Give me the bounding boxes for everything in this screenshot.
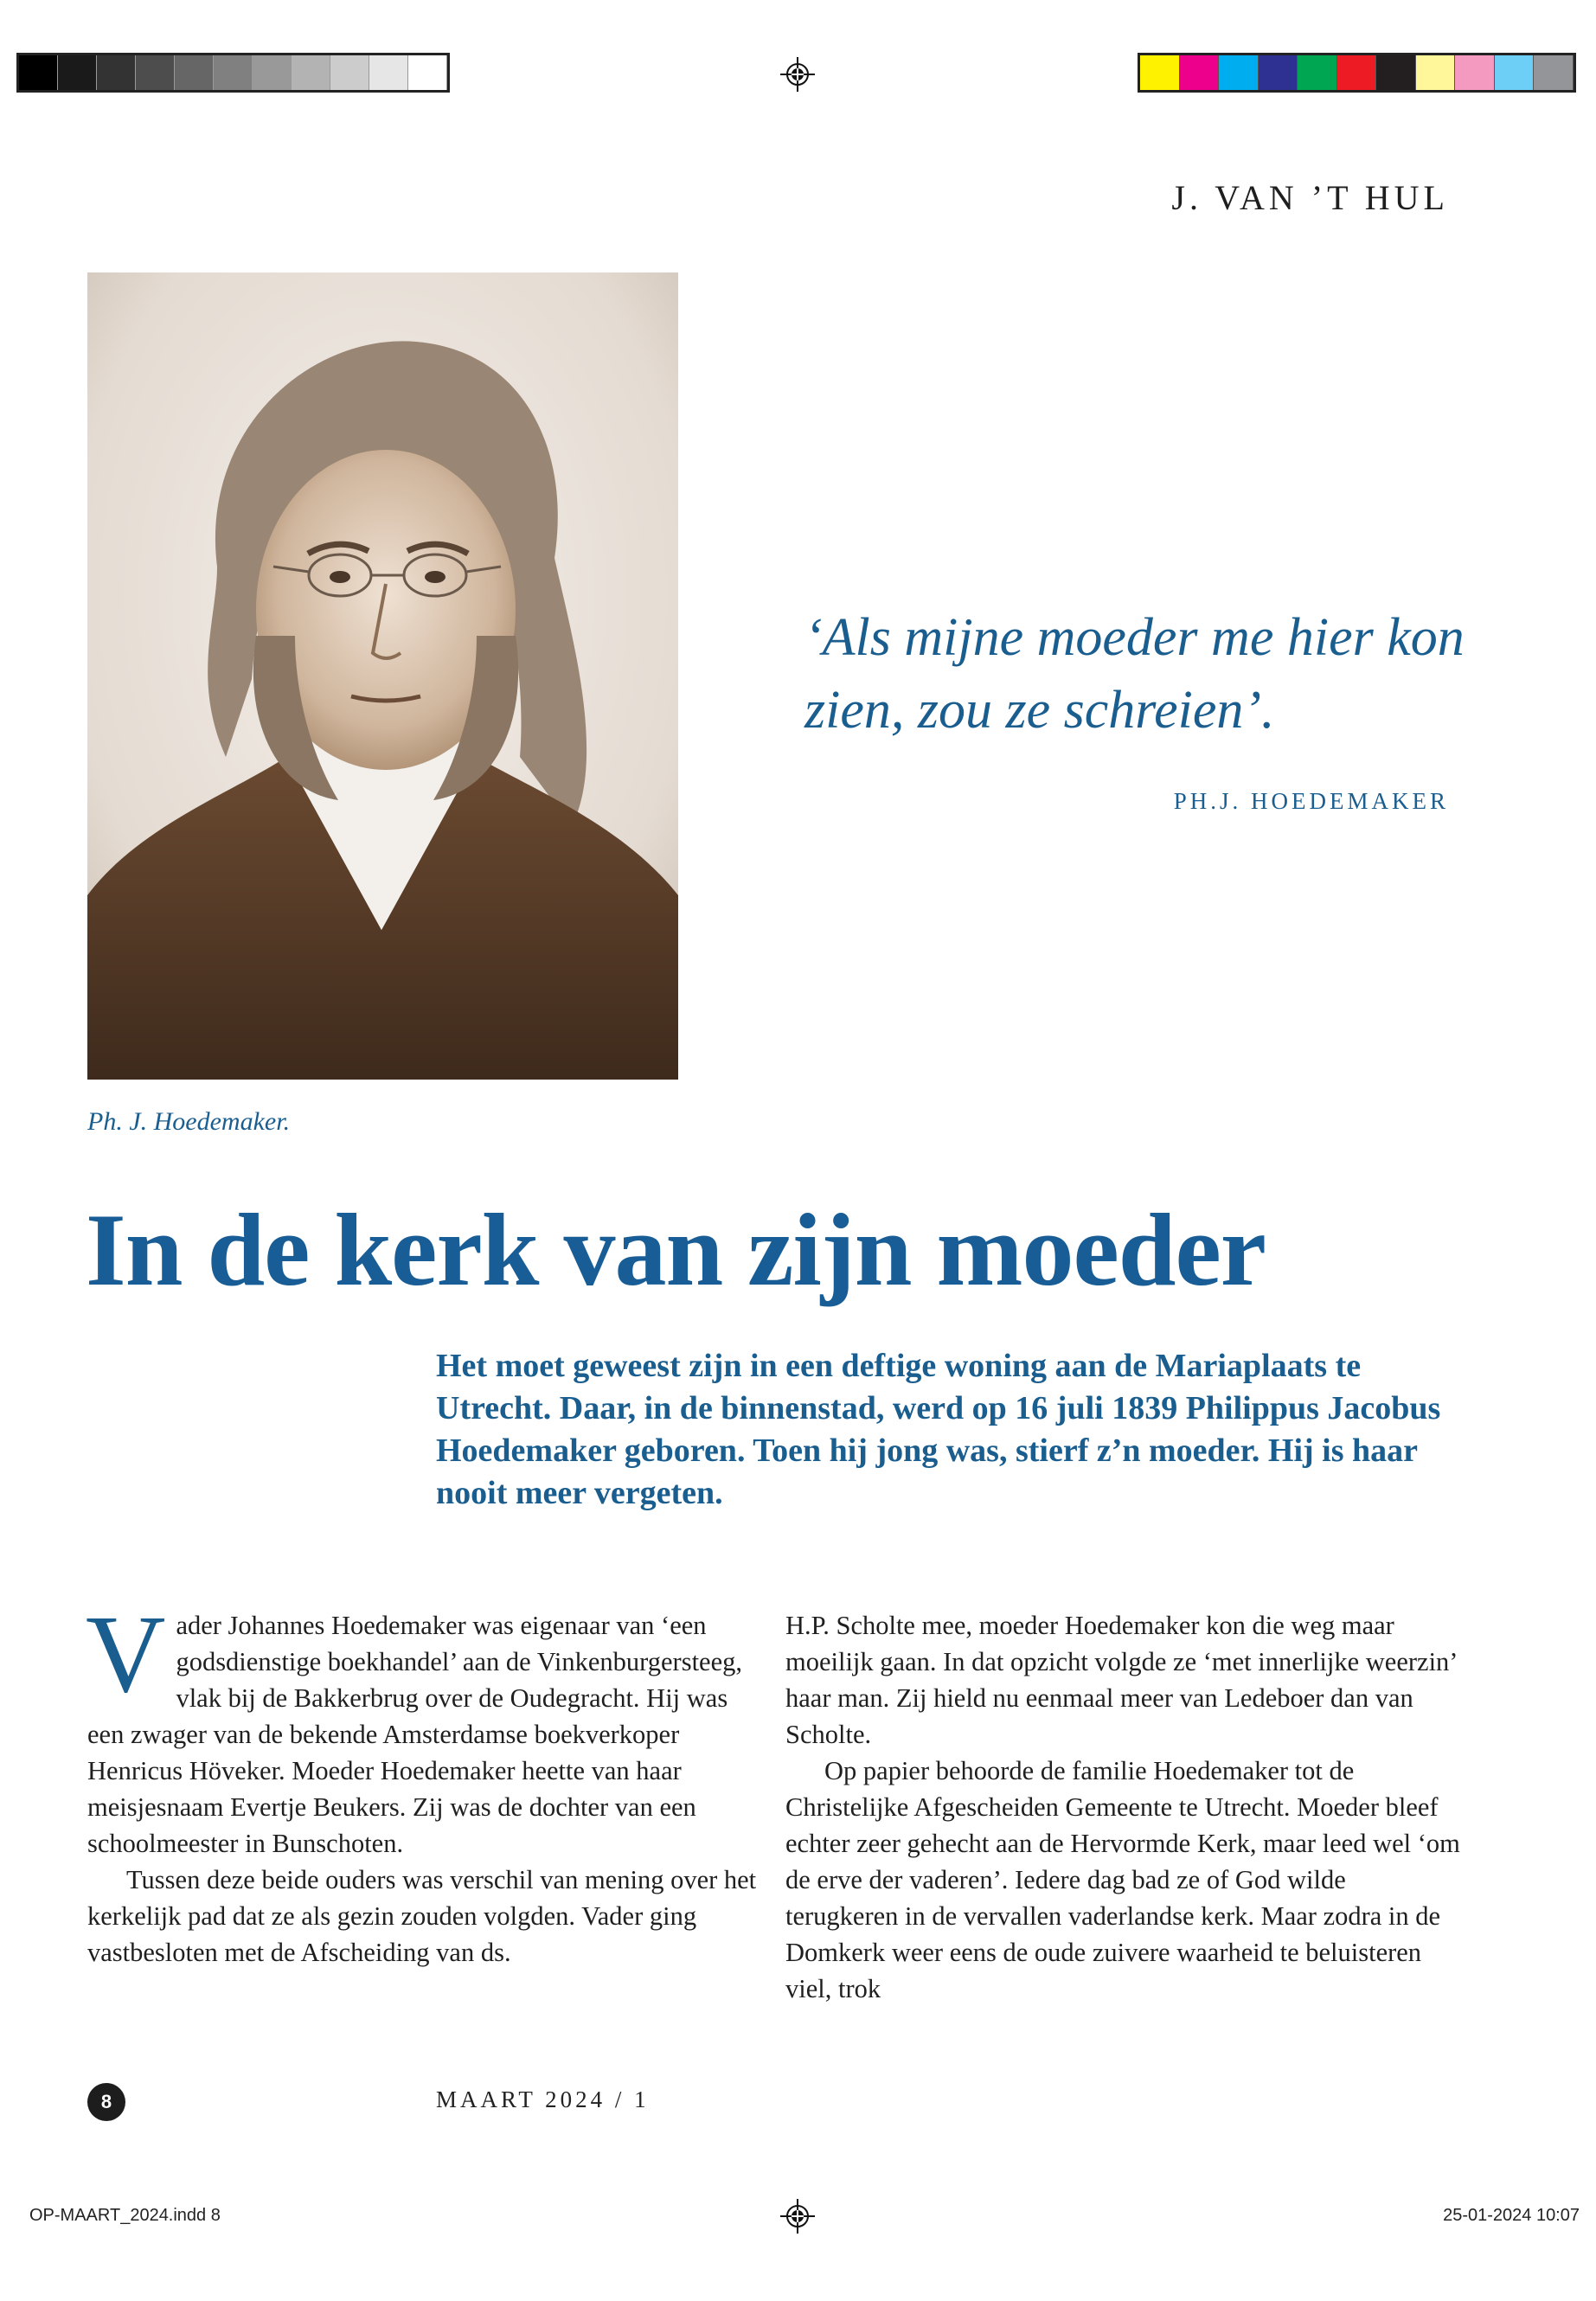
grey-calibration-bar xyxy=(16,53,450,93)
grey-swatch xyxy=(369,55,408,90)
issue-label: MAART 2024 / 1 xyxy=(436,2086,650,2112)
registration-mark-icon xyxy=(780,2199,815,2234)
registration-mark-icon xyxy=(780,57,815,92)
pull-quote: ‘Als mijne moeder me hier kon zien, zou ze schreien’. xyxy=(804,608,1465,740)
grey-swatch xyxy=(19,55,58,90)
body-paragraph: Op papier behoorde de familie Hoedemaker tot de Christelijke Afgescheiden Gemeente te Utrecht. Moeder bleef echter zeer gehecht aan de Hervormde Kerk, maar leed wel ‘om de erve der vaderen’. Iedere dag bad ze of God wilde terugkeren in de vervallen vaderlandse kerk. Maar zodra in de Domkerk weer eens de oude zuivere waarheid te beluisteren viel, trok xyxy=(785,1756,1460,2003)
photo-caption: Ph. J. Hoedemaker. xyxy=(87,1107,291,1136)
portrait-photo xyxy=(87,272,678,1080)
color-swatch xyxy=(1219,55,1259,90)
grey-swatch xyxy=(136,55,175,90)
color-swatch xyxy=(1298,55,1337,90)
lead-paragraph: Het moet geweest zijn in een deftige woning aan de Mariaplaats te Utrecht. Daar, in de binnenstad, werd op 16 juli 1839 Philippus Jacobus Hoedemaker geboren. Toen hij jong was, stierf z’n moeder. Hij is haar nooit meer vergeten. xyxy=(436,1348,1441,1511)
body-paragraph xyxy=(86,1593,762,1862)
grey-swatch xyxy=(175,55,214,90)
grey-swatch xyxy=(330,55,369,90)
body-text: ader Johannes Hoedemaker was eigenaar van ‘een godsdienstige boekhandel’ aan de Vinkenburgersteeg, vlak bij de Bakkerbrug over de Oudegracht. Hij was een zwager van de bekende Amsterdamse boekverkoper Henricus Höveker. Moeder Hoedemaker heette van haar meisjesnaam Evertje Beukers. Zij was de dochter van een schoolmeester in Bunschoten. xyxy=(87,1611,743,1858)
body-paragraph: Tussen deze beide ouders was verschil van mening over het kerkelijk pad dat ze als gezin zouden volgden. Vader ging vastbesloten met de Afscheiding van ds. xyxy=(87,1865,757,1967)
article-headline: In de kerk van zijn moeder xyxy=(86,1192,1266,1307)
grey-swatch xyxy=(292,55,330,90)
color-swatch xyxy=(1180,55,1220,90)
page-number-badge: 8 xyxy=(87,2083,125,2121)
author-name: J. VAN ’T HUL xyxy=(1171,178,1449,217)
sepia-portrait-photo-icon xyxy=(87,272,678,1080)
color-swatch xyxy=(1140,55,1180,90)
color-swatch xyxy=(1534,55,1574,90)
slug-date-info: 25-01-2024 10:07 xyxy=(1443,2206,1580,2225)
body-paragraph: H.P. Scholte mee, moeder Hoedemaker kon die weg maar moeilijk gaan. In dat opzicht volgde ze ‘met innerlijke weerzin’ haar man. Zij hield nu eenmaal meer van Ledeboer dan van Scholte. xyxy=(785,1611,1457,1749)
slug-file-info: OP-MAART_2024.indd 8 xyxy=(29,2206,221,2225)
color-swatch xyxy=(1455,55,1495,90)
color-swatch xyxy=(1259,55,1298,90)
grey-swatch xyxy=(58,55,97,90)
color-swatch xyxy=(1416,55,1456,90)
grey-swatch xyxy=(214,55,253,90)
grey-swatch xyxy=(97,55,136,90)
drop-cap: V xyxy=(86,1593,166,1715)
body-column-right xyxy=(785,1607,1460,2007)
color-calibration-bar xyxy=(1138,53,1576,93)
quote-attribution: PH.J. HOEDEMAKER xyxy=(1173,788,1449,814)
body-column-left xyxy=(86,1593,762,1971)
color-swatch xyxy=(1495,55,1535,90)
color-swatch xyxy=(1376,55,1416,90)
grey-swatch xyxy=(408,55,447,90)
color-swatch xyxy=(1337,55,1377,90)
grey-swatch xyxy=(253,55,292,90)
